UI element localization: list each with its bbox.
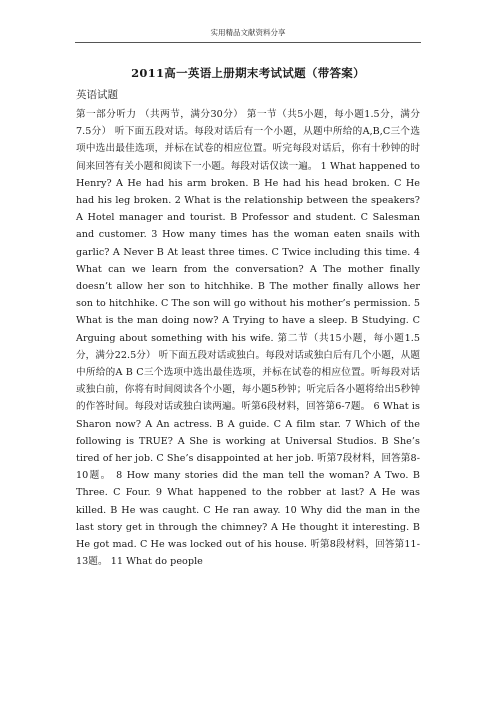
section-heading: 英语试题	[76, 89, 118, 101]
page-header	[75, 26, 421, 43]
document-title: 2011高一英语上册期末考试试题（带答案）	[131, 66, 365, 80]
page-header-text: 实用精品文献资料分享	[210, 28, 286, 37]
document-body-text: 第一部分听力 （共两节，满分30分） 第一节（共5小题，每小题1.5分，满分7.5分） 听下面五段对话。每段对话后有一个小题，从题中所给的A,B,C三个选项中选出最佳选项，并标在试卷的相应位置。听完每段对话后，你有十秒钟的时间来回答有关小题和阅读下一小题。每段对话仅读一遍。 1 What happened to Henry? A He had his arm broken. B He had his head broken. C He had his leg broken. 2 What is the relationship between the speakers? A Hotel manager and tourist. B Professor and student. C Salesman and customer. 3 How many times has the woman eaten snails with garlic? A Never B At least three times. C Twice including this time. 4 What can we learn from the conversation? A The mother finally doesn’t allow her son to hitchhike. B The mother finally allows her son to hitchhike. C The son will go without his mother’s permission. 5 What is the man doing now? A Trying to have a sleep. B Studying. C Arguing about something with his wife. 第二节（共15小题，每小题1.5分，满分22.5分） 听下面五段对话或独白。每段对话或独白后有几个小题，从题中所给的A B C三个选项中选出最佳选项，并标在试卷的相应位置。听每段对话或独白前，你将有时间阅读各个小题，每小题5秒钟；听完后各小题将给出5秒钟的作答时间。每段对话或独白读两遍。听第6段材料，回答第6-7题。 6 What is Sharon now? A An actress. B A guide. C A film star. 7 Which of the following is TRUE? A She is working at Universal Studios. B She’s tired of her job. C She’s disappointed at her job. 听第7段材料，回答第8-10题。 8 How many stories did the man tell the woman? A Two. B Three. C Four. 9 What happened to the robber at last? A He was killed. B He was caught. C He ran away. 10 Why did the man in the last story get in through the chimney? A He thought it interesting. B He got mad. C He was locked out of his house. 听第8段材料，回答第11-13题。 11 What do people	[76, 109, 420, 568]
